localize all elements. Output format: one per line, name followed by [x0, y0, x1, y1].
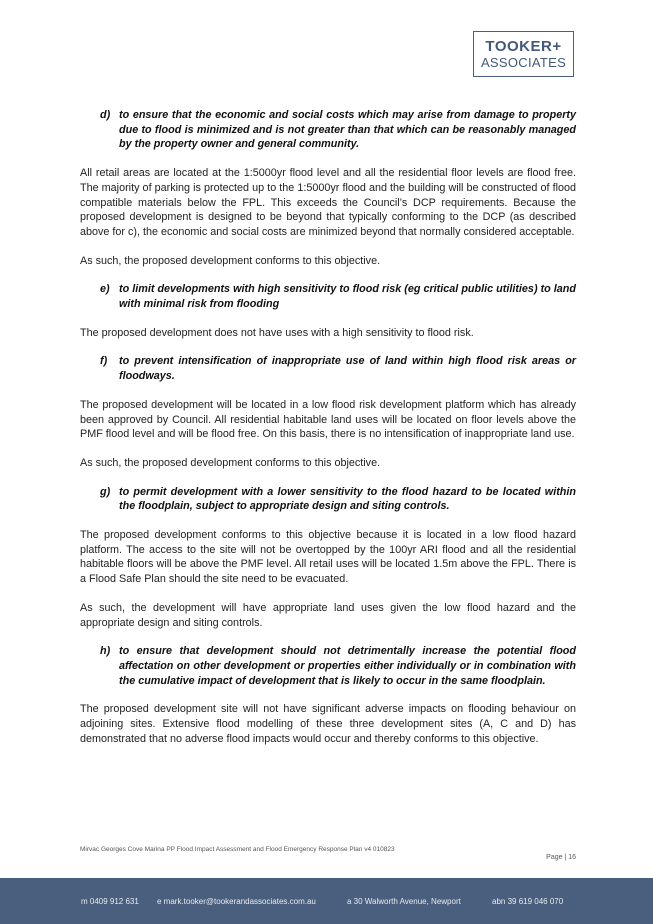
contact-footer — [0, 878, 653, 924]
objective-text: to limit developments with high sensitivity to flood risk (eg critical public utilities) to land with minimal risk from flooding — [119, 283, 576, 311]
logo-line-1: TOOKER+ — [485, 38, 562, 55]
objective-letter: d) — [100, 109, 111, 121]
footer-phone: m 0409 912 631 — [81, 896, 139, 906]
objective-text: to ensure that development should not detrimentally increase the potential flood affectation on other development or properties either individually or in combination with the cumulative impact of development that is likely to occur in the same floodplain. — [119, 645, 576, 687]
objective-e — [80, 282, 576, 311]
footer-address: a 30 Walworth Avenue, Newport — [347, 896, 461, 906]
objective-h — [80, 644, 576, 688]
paragraph: As such, the proposed development conforms to this objective. — [80, 456, 381, 469]
document-body — [80, 108, 576, 747]
company-logo — [473, 31, 574, 77]
paragraph: The proposed development site will not have significant adverse impacts on flooding behaviour on adjoining sites. Extensive flood modelling of these three development sites (A, C and D) has demonstrated that no adverse flood impacts would occur and thereby conforms to this objective. — [80, 703, 576, 745]
paragraph: All retail areas are located at the 1:5000yr flood level and all the residential floor levels are flood free. The majority of parking is protected up to the 1:5000yr flood and the building will be constructed of flood compatible materials below the FPL. This exceeds the Council’s DCP requirements. Because the proposed development is designed to be beyond that typically conforming to the DCP (as described above for c), the economic and social costs are minimized beyond that normally considered acceptable. — [80, 167, 576, 238]
objective-text: to prevent intensification of inappropriate use of land within high flood risk areas or floodways. — [119, 355, 576, 383]
objective-d — [80, 108, 576, 152]
objective-f — [80, 354, 576, 383]
footer-email: e mark.tooker@tookerandassociates.com.au — [157, 896, 316, 906]
paragraph: The proposed development does not have uses with a high sensitivity to flood risk. — [80, 326, 474, 339]
paragraph: As such, the development will have appropriate land uses given the low flood hazard and the appropriate design and siting controls. — [80, 601, 576, 629]
footer-abn: abn 39 619 046 070 — [492, 896, 564, 906]
objective-letter: h) — [100, 645, 111, 658]
paragraph: The proposed development conforms to this objective because it is located in a low flood hazard platform. The access to the site will not be overtopped by the 100yr ARI flood and all the residential habitable floors will be above the PMF level. All retail uses will be located 1.5m above the FPL. There is a Flood Safe Plan should the site need to be evacuated. — [80, 529, 576, 586]
objective-text: to permit development with a lower sensitivity to the flood hazard to be located within the floodplain, subject to appropriate design and siting controls. — [119, 485, 576, 513]
paragraph: As such, the proposed development conforms to this objective. — [80, 254, 381, 267]
objective-letter: e) — [100, 283, 110, 296]
logo-line-2: ASSOCIATES — [480, 55, 567, 70]
document-reference: Mirvac Georges Cove Marina PP Flood Impact Assessment and Flood Emergency Response Plan v4 010823 — [80, 846, 395, 853]
objective-letter: g) — [100, 485, 111, 498]
page-number: Page | 16 — [546, 854, 576, 861]
objective-letter: f) — [100, 355, 108, 368]
paragraph: The proposed development will be located in a low flood risk development platform which has already been approved by Council. All residential habitable land uses will be located on floor levels above the PMF flood level and will be flood free. On this basis, there is no intensification of inappropriate land use. — [80, 398, 576, 441]
objective-g — [80, 485, 576, 514]
objective-text: to ensure that the economic and social costs which may arise from damage to property due to flood is minimized and is not greater than that which can be reasonably managed by the property owner and general community. — [119, 109, 576, 151]
